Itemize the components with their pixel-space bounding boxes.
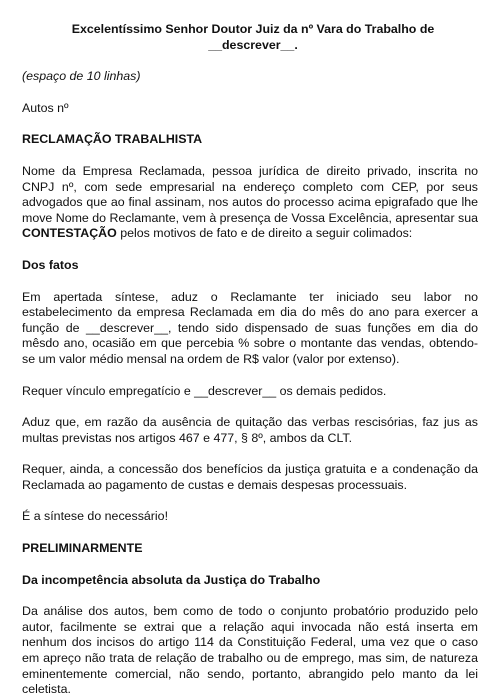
intro-text-after: pelos motivos de fato e de direito a seguir colimados: bbox=[116, 226, 413, 241]
fatos-paragraph-5: É a síntese do necessário! bbox=[22, 509, 169, 524]
fatos-paragraph-1: Em apertada síntese, aduz o Reclamante ter iniciado seu labor no estabelecimento da empresa Reclamada em dia do mês do ano para exercer a função de __descrever__, tendo sido dispensado de suas funções em dia do mêsdo ano, ocasião em que percebia % sobre o montante das vendas, obtendo-se um valor médio mensal na ordem de R$ valor (valor por extenso). bbox=[22, 289, 478, 366]
fatos-paragraph-4: Requer, ainda, a concessão dos benefícios da justiça gratuita e a condenação da Reclamada ao pagamento de custas e demais despesas processuais. bbox=[22, 462, 478, 492]
intro-text-before: Nome da Empresa Reclamada, pessoa jurídica de direito privado, inscrita no CNPJ nº, com sede empresarial na endereço completo com CEP, por seus advogados que ao final assinam, nos autos do processo acima epigrafado que lhe move Nome do Reclamante, vem à presença de Vossa Excelência, apresentar sua bbox=[22, 163, 478, 225]
heading-incompetencia: Da incompetência absoluta da Justiça do Trabalho bbox=[22, 572, 321, 587]
intro-paragraph bbox=[22, 164, 478, 242]
heading-fatos: Dos fatos bbox=[22, 257, 79, 272]
autos-line: Autos nº bbox=[22, 100, 69, 115]
spacing-note: (espaço de 10 linhas) bbox=[22, 69, 141, 84]
incompetencia-paragraph-1: Da análise dos autos, bem como de todo o conjunto probatório produzido pelo autor, facilmente se extrai que a relação aqui invocada não está inserta em nenhum dos incisos do artigo 114 da Constituição Federal, uma vez que o caso em apreço não trata de relação de trabalho ou de emprego, mas sim, de natureza eminentemente comercial, não sendo, portanto, abrangido pelo manto da lei celetista. bbox=[22, 604, 478, 697]
contestacao-term: CONTESTAÇÃO bbox=[22, 226, 117, 241]
heading-reclamacao: RECLAMAÇÃO TRABALHISTA bbox=[22, 132, 203, 147]
document-title: Excelentíssimo Senhor Doutor Juiz da nº Vara do Trabalho de __descrever__. bbox=[71, 22, 435, 52]
heading-preliminarmente: PRELIMINARMENTE bbox=[22, 541, 143, 556]
fatos-paragraph-3: Aduz que, em razão da ausência de quitação das verbas rescisórias, faz jus as multas previstas nos artigos 467 e 477, § 8º, ambos da CLT. bbox=[22, 415, 478, 445]
fatos-paragraph-2: Requer vínculo empregatício e __descrever__ os demais pedidos. bbox=[22, 383, 387, 398]
